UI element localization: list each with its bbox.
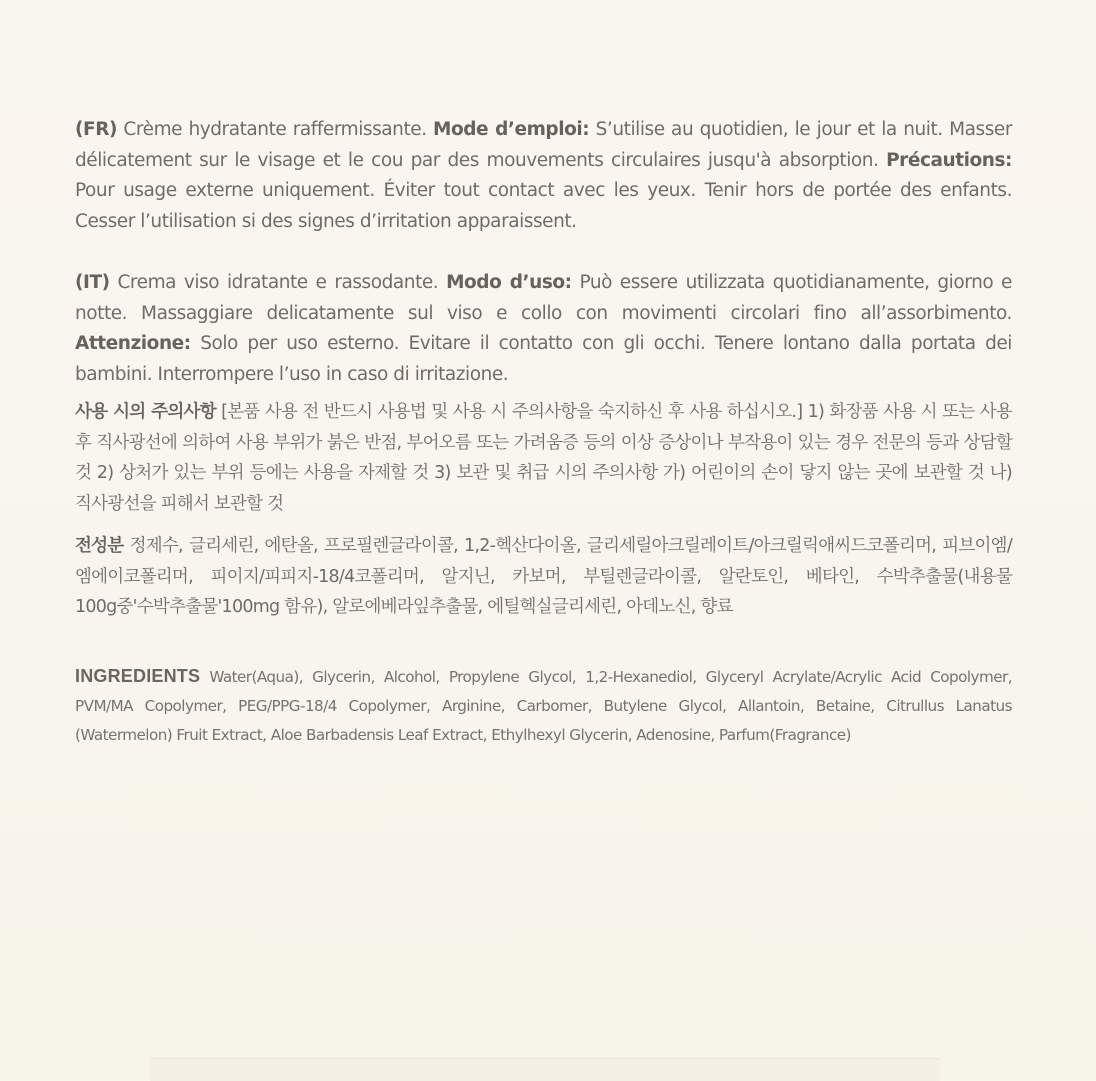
french-precautions-label: Précautions: (886, 149, 1012, 171)
ingredients-text: Water(Aqua), Glycerin, Alcohol, Propylene Glycol, 1,2-Hexanediol, Glyceryl Acrylate/Acrylic Acid Copolymer, PVM/MA Copolymer, PEG/PPG-18/4 Copolymer, Arginine, Carbomer, Butylene Glycol, Allantoin, Betaine, Citrullus Lanatus (Watermelon) Fruit Extract, Aloe Barbadensis Leaf Extract, Ethylhexyl Glycerin, Adenosine, Parfum(Fragrance) (75, 668, 1012, 744)
italian-lang-label: (IT) (75, 272, 110, 293)
italian-attention-label: Attenzione: (75, 333, 191, 354)
korean-ingredients-text: 정제수, 글리세린, 에탄올, 프로필렌글라이콜, 1,2-헥산다이올, 글리세릴아크릴레이트/아크릴릭애씨드코폴리머, 피브이엠/엠에이코폴리머, 피이지/피피지-18/4코폴리머, 알지닌, 카보머, 부틸렌글라이콜, 알란토인, 베타인, 수박추출물(내용물 100g중'수박추출물'100mg 함유), 알로에베라잎추출물, 에틸헥실글리세린, 아데노신, 향료 (75, 536, 1012, 617)
italian-attention-text: Solo per uso esterno. Evitare il contatto con gli occhi. Tenere lontano dalla portata dei bambini. Interrompere l’uso in caso di irritazione. (75, 333, 1012, 385)
korean-ingredients-section (75, 531, 1012, 623)
korean-caution-label: 사용 시의 주의사항 (75, 402, 216, 422)
french-intro: Crème hydratante raffermissante. (117, 119, 434, 140)
korean-ingredients-label: 전성분 (75, 536, 124, 556)
french-usage-text: S’utilise au quotidien, le jour et la nuit. Masser délicatement sur le visage et le cou par des mouvements circulaires jusqu'à absorption. (75, 119, 1012, 171)
french-precautions-text: Pour usage externe uniquement. Éviter tout contact avec les yeux. Tenir hors de portée des enfants. Cesser l’utilisation si des signes d’irritation apparaissent. (75, 180, 1012, 232)
ingredients-section (75, 662, 1012, 749)
italian-usage-label: Modo d’uso: (446, 272, 572, 293)
french-usage-label: Mode d’emploi: (433, 119, 590, 140)
italian-intro: Crema viso idratante e rassodante. (109, 272, 447, 293)
french-lang-label: (FR) (75, 119, 117, 140)
korean-caution-section (75, 397, 1012, 519)
french-section (75, 115, 1012, 237)
korean-caution-text: [본품 사용 전 반드시 사용법 및 사용 시 주의사항을 숙지하신 후 사용 하십시오.] 1) 화장품 사용 시 또는 사용 후 직사광선에 의하여 사용 부위가 붉은 반점, 부어오름 또는 가려움증 등의 이상 증상이나 부작용이 있는 경우 전문의 등과 상담할 것 2) 상처가 있는 부위 등에는 사용을 자제할 것 3) 보관 및 취급 시의 주의사항 가) 어린이의 손이 닿지 않는 곳에 보관할 것 나) 직사광선을 피해서 보관할 것 (75, 402, 1012, 514)
bottom-edge-strip (150, 1058, 940, 1081)
ingredients-label: INGREDIENTS (75, 666, 201, 686)
italian-usage-text: Può essere utilizzata quotidianamente, giorno e notte. Massaggiare delicatamente sul viso e collo con movimenti circolari fino all’assorbimento. (75, 272, 1012, 324)
italian-section (75, 268, 1012, 390)
